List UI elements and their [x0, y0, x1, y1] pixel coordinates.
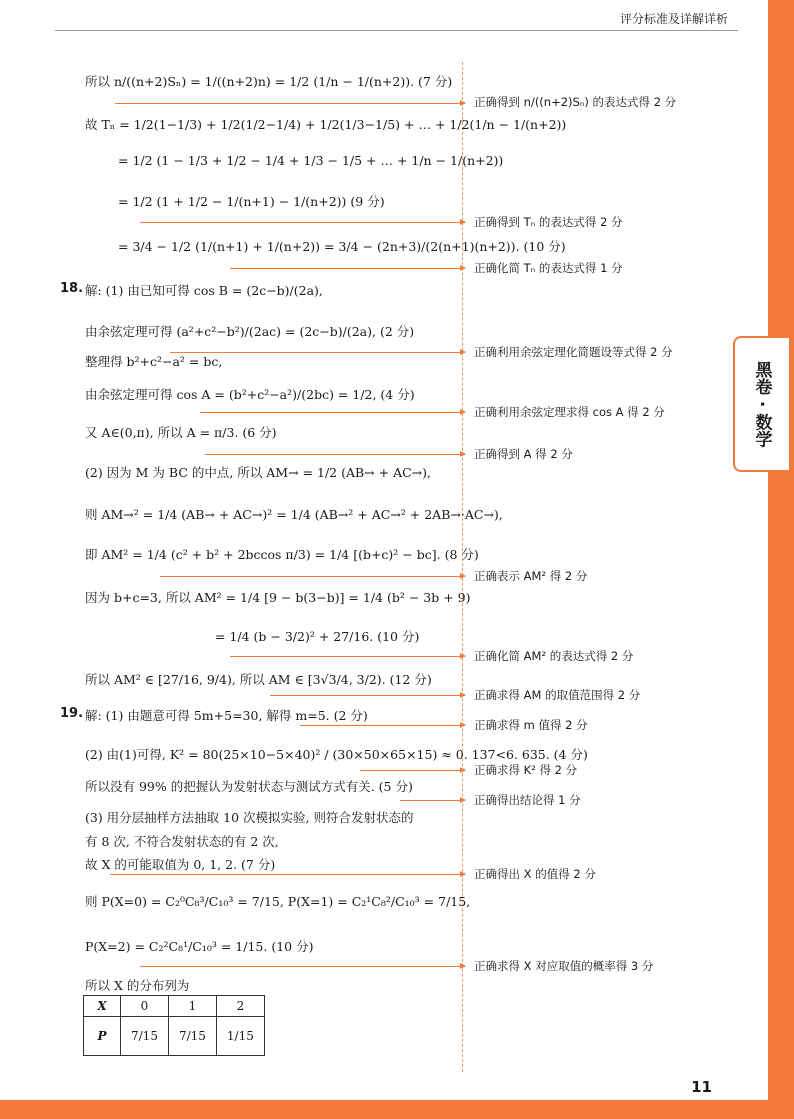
- score-note: 正确求得 m 值得 2 分: [474, 718, 588, 732]
- table-row: [84, 996, 265, 1017]
- arrow-icon: [205, 454, 465, 455]
- solution-line: 故 Tₙ = 1/2(1−1/3) + 1/2(1/2−1/4) + 1/2(1/3−1/5) + … + 1/2(1/n − 1/(n+2)): [85, 117, 567, 132]
- solution-line: 又 A∈(0,π), 所以 A = π/3. (6 分): [85, 425, 277, 440]
- solution-line: = 1/2 (1 − 1/3 + 1/2 − 1/4 + 1/3 − 1/5 + … + 1/n − 1/(n+2)): [118, 153, 504, 168]
- score-note: 正确化简 AM² 的表达式得 2 分: [474, 649, 634, 663]
- solution-line: 解: (1) 由已知可得 cos B = (2c−b)/(2a),: [85, 283, 323, 298]
- question-number: 19.: [60, 706, 84, 721]
- arrow-icon: [360, 770, 465, 771]
- solution-line: 由余弦定理可得 (a²+c²−b²)/(2ac) = (2c−b)/(2a), (2 分): [85, 324, 415, 339]
- score-note: 正确得出结论得 1 分: [474, 793, 581, 807]
- solution-line: 则 AM→² = 1/4 (AB→ + AC→)² = 1/4 (AB→² + AC→² + 2AB→·AC→),: [85, 507, 503, 522]
- arrow-icon: [160, 576, 465, 577]
- solution-line: 所以 X 的分布列为: [85, 978, 190, 993]
- solution-line: 所以 AM² ∈ [27/16, 9/4), 所以 AM ∈ [3√3/4, 3/2). (12 分): [85, 672, 432, 687]
- solution-line: = 3/4 − 1/2 (1/(n+1) + 1/(n+2)) = 3/4 − (2n+3)/(2(n+1)(n+2)). (10 分): [118, 239, 566, 254]
- score-note: 正确求得 AM 的取值范围得 2 分: [474, 688, 641, 702]
- solution-line: 整理得 b²+c²−a² = bc,: [85, 354, 223, 369]
- score-note: 正确化简 Tₙ 的表达式得 1 分: [474, 261, 623, 275]
- score-note: 正确得出 X 的值得 2 分: [474, 867, 596, 881]
- arrow-icon: [230, 268, 465, 269]
- table-cell: 2: [216, 996, 264, 1017]
- table-header-cell: X: [84, 996, 121, 1017]
- solution-line: = 1/2 (1 + 1/2 − 1/(n+1) − 1/(n+2)) (9 分): [118, 194, 385, 209]
- table-cell: 1: [168, 996, 216, 1017]
- arrow-icon: [140, 222, 465, 223]
- column-divider: [462, 62, 463, 1072]
- header-rule: [55, 30, 738, 31]
- score-note: 正确表示 AM² 得 2 分: [474, 569, 588, 583]
- subject-tab: 黑卷 · 数学: [733, 336, 789, 472]
- solution-line: 则 P(X=0) = C₂⁰C₈³/C₁₀³ = 7/15, P(X=1) = C₂¹C₈²/C₁₀³ = 7/15,: [85, 894, 471, 909]
- arrow-icon: [140, 966, 465, 967]
- table-row: [84, 1017, 265, 1056]
- solution-line: = 1/4 (b − 3/2)² + 27/16. (10 分): [215, 629, 420, 644]
- score-note: 正确得到 A 得 2 分: [474, 447, 573, 461]
- header-title: 评分标准及详解详析: [619, 12, 728, 26]
- arrow-icon: [400, 800, 465, 801]
- score-note: 正确利用余弦定理求得 cos A 得 2 分: [474, 405, 665, 419]
- score-note: 正确得到 Tₙ 的表达式得 2 分: [474, 215, 623, 229]
- arrow-icon: [115, 103, 465, 104]
- solution-line: P(X=2) = C₂²C₈¹/C₁₀³ = 1/15. (10 分): [85, 939, 314, 954]
- score-note: 正确求得 K² 得 2 分: [474, 763, 578, 777]
- solution-line: 所以没有 99% 的把握认为发射状态与测试方式有关. (5 分): [85, 779, 413, 794]
- table-cell: 1/15: [216, 1017, 264, 1056]
- solution-line: (2) 因为 M 为 BC 的中点, 所以 AM→ = 1/2 (AB→ + AC→),: [85, 465, 431, 480]
- arrow-icon: [230, 656, 465, 657]
- table-cell: 7/15: [168, 1017, 216, 1056]
- distribution-table: [83, 995, 265, 1056]
- solution-line: (3) 用分层抽样方法抽取 10 次模拟实验, 则符合发射状态的: [85, 810, 414, 825]
- solution-line: 所以 n/((n+2)Sₙ) = 1/((n+2)n) = 1/2 (1/n − 1/(n+2)). (7 分): [85, 74, 453, 89]
- solution-line: (2) 由(1)可得, K² = 80(25×10−5×40)² / (30×50×65×15) ≈ 0. 137<6. 635. (4 分): [85, 747, 588, 762]
- question-number: 18.: [60, 281, 84, 296]
- arrow-icon: [300, 725, 465, 726]
- solution-line: 即 AM² = 1/4 (c² + b² + 2bccos π/3) = 1/4 [(b+c)² − bc]. (8 分): [85, 547, 479, 562]
- solution-line: 因为 b+c=3, 所以 AM² = 1/4 [9 − b(3−b)] = 1/4 (b² − 3b + 9): [85, 590, 471, 605]
- solution-line: 有 8 次, 不符合发射状态的有 2 次,: [85, 834, 279, 849]
- score-note: 正确利用余弦定理化简题设等式得 2 分: [474, 345, 673, 359]
- page-number: 11: [691, 1078, 712, 1096]
- arrow-icon: [110, 874, 465, 875]
- table-cell: 0: [121, 996, 169, 1017]
- arrow-icon: [200, 412, 465, 413]
- solution-line: 解: (1) 由题意可得 5m+5=30, 解得 m=5. (2 分): [85, 708, 368, 723]
- score-note: 正确得到 n/((n+2)Sₙ) 的表达式得 2 分: [474, 95, 677, 109]
- arrow-icon: [170, 352, 465, 353]
- solution-line: 故 X 的可能取值为 0, 1, 2. (7 分): [85, 857, 276, 872]
- solution-line: 由余弦定理可得 cos A = (b²+c²−a²)/(2bc) = 1/2, (4 分): [85, 387, 415, 402]
- score-note: 正确求得 X 对应取值的概率得 3 分: [474, 959, 654, 973]
- table-header-cell: P: [84, 1017, 121, 1056]
- arrow-icon: [270, 695, 465, 696]
- table-cell: 7/15: [121, 1017, 169, 1056]
